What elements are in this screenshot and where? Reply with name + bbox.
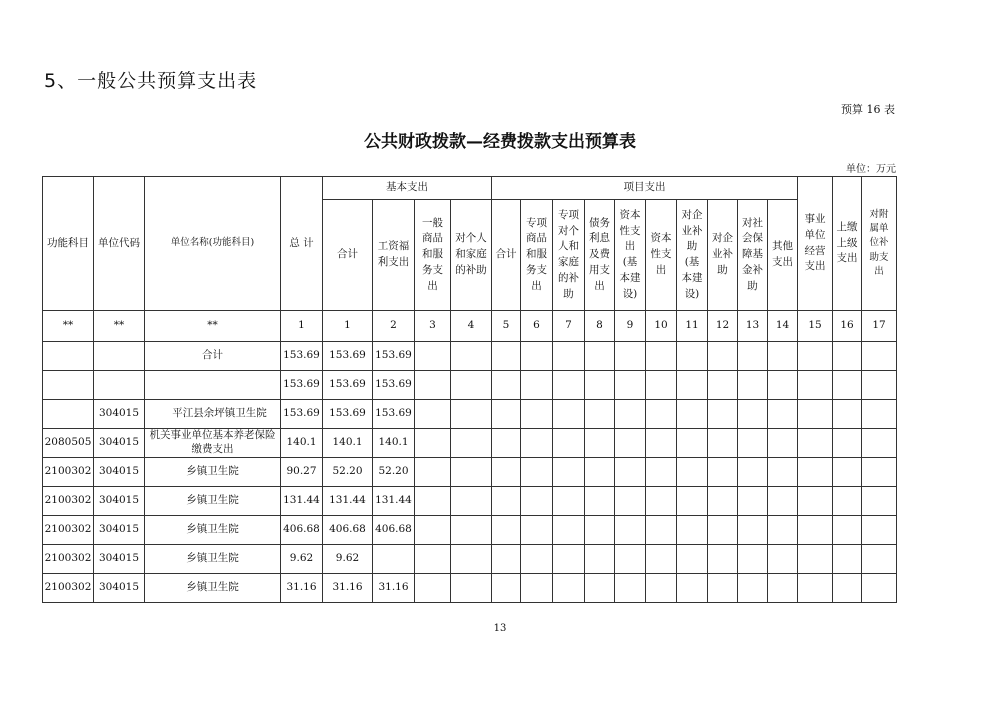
column-number: 8 <box>585 311 615 342</box>
cell-basic-total: 140.1 <box>323 429 373 458</box>
table-row <box>43 458 897 487</box>
empty-cell <box>833 545 862 574</box>
header-affiliated: 对附属单位补助支出 <box>862 177 897 311</box>
empty-cell <box>738 429 768 458</box>
empty-cell <box>833 371 862 400</box>
column-number: 9 <box>615 311 646 342</box>
cell-basic-total: 153.69 <box>323 342 373 371</box>
empty-cell <box>862 400 897 429</box>
cell-func-code <box>43 400 94 429</box>
cell-unit-code: 304015 <box>94 400 145 429</box>
cell-salary: 153.69 <box>373 371 415 400</box>
table-row <box>43 516 897 545</box>
column-number: 13 <box>738 311 768 342</box>
empty-cell <box>646 400 677 429</box>
cell-unit-name: 乡镇卫生院 <box>145 516 281 545</box>
empty-cell <box>521 545 553 574</box>
empty-cell <box>738 458 768 487</box>
empty-cell <box>521 458 553 487</box>
column-number: 16 <box>833 311 862 342</box>
header-goods: 一般商品和服务支出 <box>415 200 451 311</box>
empty-cell <box>521 516 553 545</box>
header-proj-total: 合计 <box>492 200 521 311</box>
empty-cell <box>768 487 798 516</box>
cell-total: 153.69 <box>281 400 323 429</box>
column-number: 6 <box>521 311 553 342</box>
cell-total: 131.44 <box>281 487 323 516</box>
empty-cell <box>677 371 708 400</box>
empty-cell <box>415 400 451 429</box>
column-number: ** <box>145 311 281 342</box>
empty-cell <box>521 574 553 603</box>
table-row <box>43 400 897 429</box>
cell-unit-code <box>94 342 145 371</box>
cell-basic-total: 153.69 <box>323 400 373 429</box>
empty-cell <box>615 371 646 400</box>
cell-unit-code: 304015 <box>94 574 145 603</box>
empty-cell <box>646 487 677 516</box>
empty-cell <box>521 371 553 400</box>
cell-unit-code: 304015 <box>94 516 145 545</box>
empty-cell <box>615 487 646 516</box>
empty-cell <box>798 545 833 574</box>
empty-cell <box>521 487 553 516</box>
empty-cell <box>738 574 768 603</box>
empty-cell <box>585 574 615 603</box>
empty-cell <box>553 458 585 487</box>
empty-cell <box>553 545 585 574</box>
header-capital-build: 资本性支出(基本建设) <box>615 200 646 311</box>
empty-cell <box>738 545 768 574</box>
column-number: 10 <box>646 311 677 342</box>
cell-func-code: 2100302 <box>43 487 94 516</box>
empty-cell <box>833 342 862 371</box>
header-social: 对社会保障基金补助 <box>738 200 768 311</box>
empty-cell <box>451 342 492 371</box>
empty-cell <box>862 371 897 400</box>
cell-unit-name: 平江县余坪镇卫生院 <box>145 400 281 429</box>
cell-salary: 406.68 <box>373 516 415 545</box>
header-enterprise: 对企业补助 <box>708 200 738 311</box>
empty-cell <box>708 371 738 400</box>
empty-cell <box>862 458 897 487</box>
empty-cell <box>585 400 615 429</box>
empty-cell <box>553 342 585 371</box>
empty-cell <box>451 400 492 429</box>
empty-cell <box>677 458 708 487</box>
empty-cell <box>585 429 615 458</box>
empty-cell <box>451 458 492 487</box>
empty-cell <box>833 429 862 458</box>
empty-cell <box>451 574 492 603</box>
cell-total: 153.69 <box>281 342 323 371</box>
header-unit-code: 单位代码 <box>94 177 145 311</box>
empty-cell <box>798 487 833 516</box>
empty-cell <box>708 342 738 371</box>
column-number: 2 <box>373 311 415 342</box>
empty-cell <box>862 574 897 603</box>
empty-cell <box>585 516 615 545</box>
cell-func-code: 2100302 <box>43 574 94 603</box>
empty-cell <box>862 516 897 545</box>
cell-basic-total: 31.16 <box>323 574 373 603</box>
cell-unit-code: 304015 <box>94 429 145 458</box>
empty-cell <box>451 429 492 458</box>
empty-cell <box>862 342 897 371</box>
column-number: 4 <box>451 311 492 342</box>
header-personal: 对个人和家庭的补助 <box>451 200 492 311</box>
empty-cell <box>585 458 615 487</box>
empty-cell <box>451 487 492 516</box>
header-business: 事业单位经营支出 <box>798 177 833 311</box>
column-number: 11 <box>677 311 708 342</box>
empty-cell <box>708 400 738 429</box>
column-number: ** <box>43 311 94 342</box>
header-superior: 上缴上级支出 <box>833 177 862 311</box>
cell-basic-total: 52.20 <box>323 458 373 487</box>
empty-cell <box>738 371 768 400</box>
cell-unit-code: 304015 <box>94 458 145 487</box>
cell-unit-code <box>94 371 145 400</box>
empty-cell <box>492 487 521 516</box>
unit-label: 单位：万元 <box>846 164 896 175</box>
cell-func-code <box>43 371 94 400</box>
cell-salary: 52.20 <box>373 458 415 487</box>
empty-cell <box>615 516 646 545</box>
budget-table <box>42 176 897 603</box>
column-number: 15 <box>798 311 833 342</box>
cell-total: 153.69 <box>281 371 323 400</box>
empty-cell <box>492 545 521 574</box>
empty-cell <box>677 545 708 574</box>
empty-cell <box>708 574 738 603</box>
empty-cell <box>553 487 585 516</box>
empty-cell <box>492 458 521 487</box>
cell-basic-total: 153.69 <box>323 371 373 400</box>
empty-cell <box>553 516 585 545</box>
empty-cell <box>615 545 646 574</box>
empty-cell <box>798 458 833 487</box>
empty-cell <box>833 400 862 429</box>
empty-cell <box>798 342 833 371</box>
empty-cell <box>768 429 798 458</box>
column-number: 5 <box>492 311 521 342</box>
table-row <box>43 371 897 400</box>
section-title: 5、一般公共预算支出表 <box>44 70 258 92</box>
empty-cell <box>708 545 738 574</box>
cell-unit-name: 乡镇卫生院 <box>145 545 281 574</box>
empty-cell <box>646 516 677 545</box>
header-capital: 资本性支出 <box>646 200 677 311</box>
cell-salary <box>373 545 415 574</box>
empty-cell <box>553 574 585 603</box>
empty-cell <box>521 400 553 429</box>
empty-cell <box>708 516 738 545</box>
empty-cell <box>708 487 738 516</box>
table-number: 预算 16 表 <box>841 103 895 116</box>
empty-cell <box>553 400 585 429</box>
empty-cell <box>553 429 585 458</box>
empty-cell <box>798 400 833 429</box>
column-number-row <box>43 311 897 342</box>
empty-cell <box>798 371 833 400</box>
column-number: 7 <box>553 311 585 342</box>
header-other: 其他支出 <box>768 200 798 311</box>
empty-cell <box>415 371 451 400</box>
cell-basic-total: 131.44 <box>323 487 373 516</box>
empty-cell <box>415 487 451 516</box>
empty-cell <box>615 342 646 371</box>
empty-cell <box>738 342 768 371</box>
empty-cell <box>677 429 708 458</box>
empty-cell <box>677 487 708 516</box>
cell-unit-name: 乡镇卫生院 <box>145 458 281 487</box>
empty-cell <box>492 429 521 458</box>
header-debt: 债务利息及费用支出 <box>585 200 615 311</box>
empty-cell <box>833 458 862 487</box>
empty-cell <box>451 371 492 400</box>
empty-cell <box>768 545 798 574</box>
column-number: 17 <box>862 311 897 342</box>
empty-cell <box>492 371 521 400</box>
cell-salary: 153.69 <box>373 342 415 371</box>
column-number: 12 <box>708 311 738 342</box>
empty-cell <box>798 516 833 545</box>
empty-cell <box>492 342 521 371</box>
empty-cell <box>585 342 615 371</box>
cell-func-code: 2100302 <box>43 516 94 545</box>
cell-total: 406.68 <box>281 516 323 545</box>
header-unit-name: 单位名称(功能科目) <box>145 177 281 311</box>
cell-unit-name: 乡镇卫生院 <box>145 487 281 516</box>
empty-cell <box>585 487 615 516</box>
table-body <box>43 342 897 603</box>
empty-cell <box>677 516 708 545</box>
header-func-code: 功能科目 <box>43 177 94 311</box>
empty-cell <box>646 342 677 371</box>
table-row <box>43 545 897 574</box>
empty-cell <box>833 516 862 545</box>
empty-cell <box>708 458 738 487</box>
empty-cell <box>768 516 798 545</box>
cell-total: 9.62 <box>281 545 323 574</box>
cell-unit-name: 合计 <box>145 342 281 371</box>
table-row <box>43 429 897 458</box>
empty-cell <box>492 400 521 429</box>
empty-cell <box>615 400 646 429</box>
empty-cell <box>553 371 585 400</box>
cell-salary: 31.16 <box>373 574 415 603</box>
table-row <box>43 487 897 516</box>
empty-cell <box>862 487 897 516</box>
header-special-goods: 专项商品和服务支出 <box>521 200 553 311</box>
empty-cell <box>521 429 553 458</box>
empty-cell <box>677 400 708 429</box>
empty-cell <box>708 429 738 458</box>
empty-cell <box>862 545 897 574</box>
header-enterprise-build: 对企业补助(基本建设) <box>677 200 708 311</box>
cell-salary: 131.44 <box>373 487 415 516</box>
empty-cell <box>646 458 677 487</box>
column-number: 1 <box>323 311 373 342</box>
empty-cell <box>738 487 768 516</box>
empty-cell <box>415 458 451 487</box>
cell-unit-code: 304015 <box>94 545 145 574</box>
empty-cell <box>862 429 897 458</box>
empty-cell <box>615 574 646 603</box>
empty-cell <box>768 342 798 371</box>
empty-cell <box>768 574 798 603</box>
header-salary: 工资福利支出 <box>373 200 415 311</box>
header-basic: 基本支出 <box>323 177 492 200</box>
empty-cell <box>833 574 862 603</box>
cell-total: 140.1 <box>281 429 323 458</box>
empty-cell <box>615 429 646 458</box>
cell-salary: 153.69 <box>373 400 415 429</box>
header-special-personal: 专项对个人和家庭的补助 <box>553 200 585 311</box>
empty-cell <box>415 429 451 458</box>
empty-cell <box>738 400 768 429</box>
table-row <box>43 342 897 371</box>
header-total: 总 计 <box>281 177 323 311</box>
cell-unit-name <box>145 371 281 400</box>
cell-basic-total: 9.62 <box>323 545 373 574</box>
empty-cell <box>451 516 492 545</box>
empty-cell <box>646 429 677 458</box>
empty-cell <box>768 400 798 429</box>
empty-cell <box>451 545 492 574</box>
cell-basic-total: 406.68 <box>323 516 373 545</box>
cell-func-code: 2080505 <box>43 429 94 458</box>
empty-cell <box>415 342 451 371</box>
cell-func-code <box>43 342 94 371</box>
empty-cell <box>738 516 768 545</box>
cell-func-code: 2100302 <box>43 545 94 574</box>
empty-cell <box>521 342 553 371</box>
empty-cell <box>768 458 798 487</box>
empty-cell <box>798 429 833 458</box>
column-number: ** <box>94 311 145 342</box>
empty-cell <box>646 574 677 603</box>
empty-cell <box>768 371 798 400</box>
empty-cell <box>415 574 451 603</box>
header-project: 项目支出 <box>492 177 798 200</box>
empty-cell <box>646 371 677 400</box>
empty-cell <box>415 516 451 545</box>
empty-cell <box>646 545 677 574</box>
empty-cell <box>677 574 708 603</box>
empty-cell <box>677 342 708 371</box>
empty-cell <box>833 487 862 516</box>
column-number: 3 <box>415 311 451 342</box>
cell-unit-name: 机关事业单位基本养老保险缴费支出 <box>145 429 281 458</box>
column-number: 14 <box>768 311 798 342</box>
table-row <box>43 574 897 603</box>
column-number: 1 <box>281 311 323 342</box>
page-number: 13 <box>493 623 507 634</box>
cell-unit-name: 乡镇卫生院 <box>145 574 281 603</box>
empty-cell <box>798 574 833 603</box>
empty-cell <box>585 371 615 400</box>
header-basic-total: 合计 <box>323 200 373 311</box>
cell-unit-code: 304015 <box>94 487 145 516</box>
cell-salary: 140.1 <box>373 429 415 458</box>
cell-total: 90.27 <box>281 458 323 487</box>
table-title: 公共财政拨款—经费拨款支出预算表 <box>364 132 636 152</box>
empty-cell <box>492 516 521 545</box>
empty-cell <box>615 458 646 487</box>
empty-cell <box>415 545 451 574</box>
cell-total: 31.16 <box>281 574 323 603</box>
empty-cell <box>585 545 615 574</box>
cell-func-code: 2100302 <box>43 458 94 487</box>
empty-cell <box>492 574 521 603</box>
